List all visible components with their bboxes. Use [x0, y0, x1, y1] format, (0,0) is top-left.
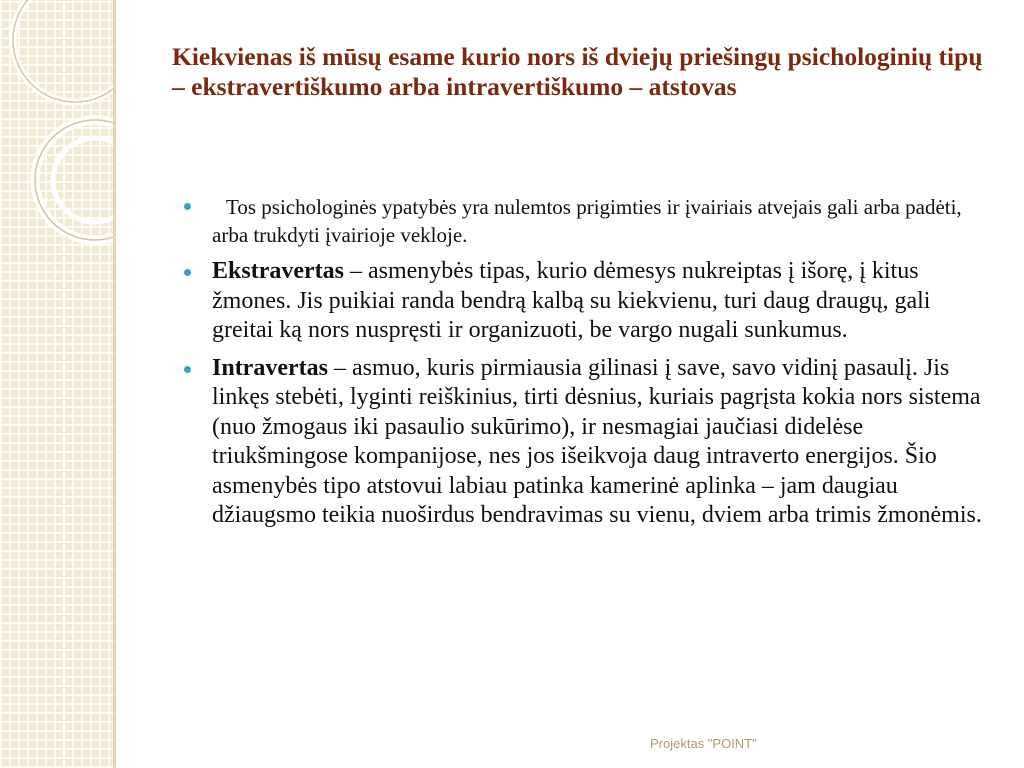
- bullet-item: [172, 193, 987, 249]
- bullet-dot-icon: [184, 269, 191, 276]
- bullet-text: – asmuo, kuris pirmiausia gilinasi į save, savo vidinį pasaulį. Jis linkęs stebėti, lyginti reiškinius, tirti dėsnius, kuriais pagrįsta kokia nors sistema (nuo žmogaus iki pasaulio sukūrimo), ir nesmagiai jaučiasi didelėse triukšmingose kompanijose, nes jos išeikvoja daug intraverto energijos. Šio asmenybės tipo atstovui labiau patinka kamerinė aplinka – jam daugiau džiaugsmo teikia nuoširdus bendravimas su vienu, dviem arba trimis žmonėmis.: [212, 354, 982, 528]
- bullet-term: Intravertas: [212, 354, 328, 381]
- slide-footer: Projektas "POINT": [650, 736, 757, 751]
- bullet-item: [172, 354, 987, 531]
- bullet-dot-icon: [184, 366, 191, 373]
- sidebar-border: [113, 0, 116, 768]
- bullet-term: Ekstravertas: [212, 258, 344, 284]
- bullet-list: [172, 193, 987, 531]
- decorative-sidebar: [0, 0, 113, 768]
- slide-title: Kiekvienas iš mūsų esame kurio nors iš dviejų priešingų psichologinių tipų – ekstravertiškumo arba intravertiškumo – atstovas: [172, 42, 983, 101]
- bullet-text: Tos psichologinės ypatybės yra nulemtos prigimties ir įvairiais atvejais gali arba padėti, arba trukdyti įvairioje vekloje.: [212, 195, 962, 247]
- bullet-text: – asmenybės tipas, kurio dėmesys nukreiptas į išorę, į kitus žmones. Jis puikiai randa bendrą kalbą su kiekvienu, turi daug draugų, gali greitai ką nors nuspręsti ir organizuoti, be vargo nugali sunkumus.: [212, 258, 931, 343]
- bullet-item: [172, 257, 987, 346]
- bullet-dot-icon: [184, 203, 191, 210]
- decorative-circles: [0, 0, 113, 768]
